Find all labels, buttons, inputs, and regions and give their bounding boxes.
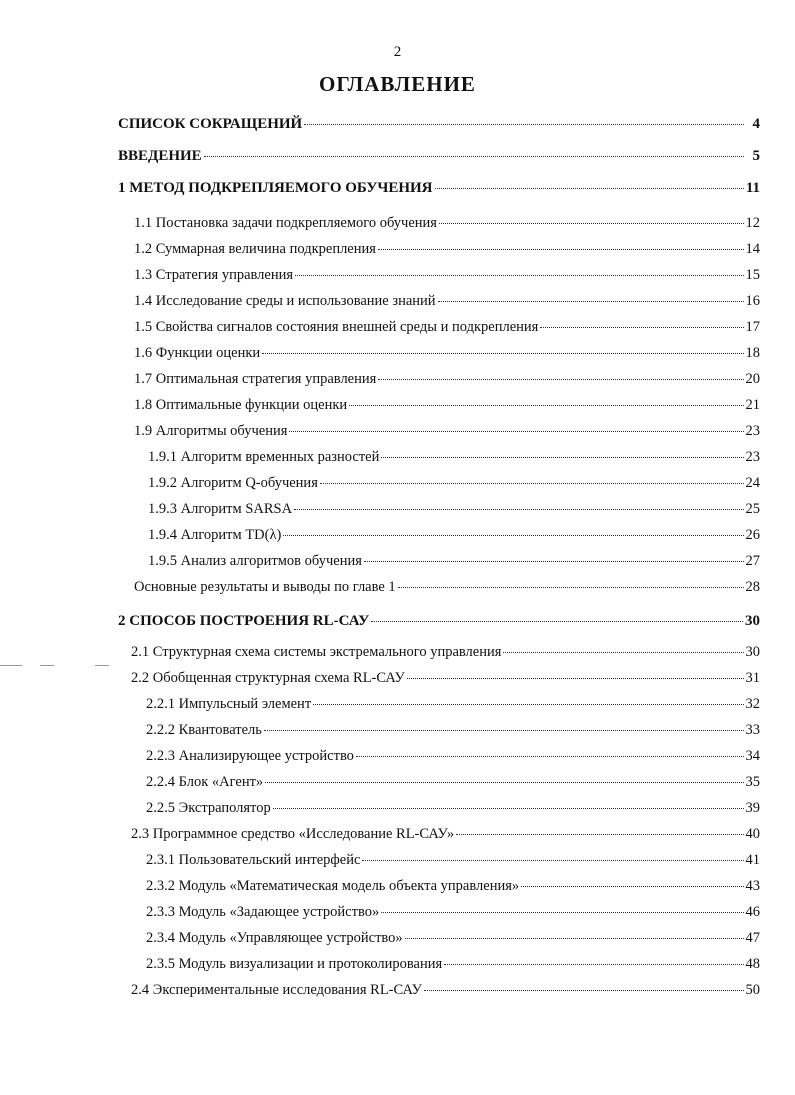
toc-entry-label: 2.2.2 Квантователь	[146, 722, 262, 738]
toc-entry-page: 17	[745, 319, 760, 335]
toc-leader-dots	[204, 144, 744, 157]
toc-leader-dots	[283, 523, 743, 536]
toc-entry-page: 48	[745, 956, 760, 972]
toc-entry-label: 1.9.5 Анализ алгоритмов обучения	[148, 553, 362, 569]
toc-entry-label: 1.2 Суммарная величина подкрепления	[134, 241, 376, 257]
toc-entry-label: СПИСОК СОКРАЩЕНИЙ	[118, 116, 303, 132]
toc-entry-page: 30	[745, 613, 760, 629]
toc-entry-label: 2.3.1 Пользовательский интерфейс	[146, 852, 361, 868]
toc-leader-dots	[407, 666, 744, 679]
toc-leader-dots	[503, 640, 743, 653]
toc-entry-label: 1 МЕТОД ПОДКРЕПЛЯЕМОГО ОБУЧЕНИЯ	[118, 180, 433, 196]
toc-entry-label: 2.2.5 Экстраполятор	[146, 800, 271, 816]
toc-entry	[134, 291, 760, 311]
toc-entry	[148, 447, 760, 467]
toc-entry-label: 2.3.5 Модуль визуализации и протоколирования	[146, 956, 443, 972]
scan-artifact-left	[0, 665, 22, 666]
toc-entry-label: 2.3.3 Модуль «Задающее устройство»	[146, 904, 380, 920]
toc-entry-page: 27	[745, 553, 760, 569]
toc-entry-page: 41	[745, 852, 760, 868]
toc-entry-page: 5	[752, 148, 760, 164]
toc-entry-page: 31	[745, 670, 760, 686]
toc-entry	[146, 694, 760, 714]
toc-entry-page: 50	[745, 982, 760, 998]
toc-entry-label: 2.2.3 Анализирующее устройство	[146, 748, 354, 764]
toc-leader-dots	[438, 289, 744, 302]
toc-entry-page: 32	[745, 696, 760, 712]
toc-entry-label: 2 СПОСОБ ПОСТРОЕНИЯ RL-САУ	[118, 613, 370, 629]
toc-entry	[146, 798, 760, 818]
toc-entry-label: 2.3.2 Модуль «Математическая модель объекта управления»	[146, 878, 520, 894]
toc-entry-page: 46	[745, 904, 760, 920]
toc-entry-label: 1.9.3 Алгоритм SARSA	[148, 501, 293, 517]
toc-leader-dots	[294, 497, 743, 510]
toc-entry-label: 2.3.4 Модуль «Управляющее устройство»	[146, 930, 403, 946]
toc-entry-page: 4	[752, 116, 760, 132]
toc-entry-page: 12	[745, 215, 760, 231]
toc-entry	[134, 239, 760, 259]
toc-leader-dots	[304, 112, 744, 125]
toc-entry-label: ВВЕДЕНИЕ	[118, 148, 202, 164]
toc-leader-dots	[378, 237, 744, 250]
toc-leader-dots	[381, 900, 743, 913]
toc-entry	[131, 980, 760, 1000]
toc-entry-page: 18	[745, 345, 760, 361]
toc-entry	[131, 668, 760, 688]
toc-entry-page: 23	[745, 423, 760, 439]
toc-leader-dots	[364, 549, 744, 562]
toc-leader-dots	[295, 263, 743, 276]
toc-entry-page: 35	[745, 774, 760, 790]
toc-entry	[118, 114, 760, 134]
toc-entry-label: 2.2.4 Блок «Агент»	[146, 774, 264, 790]
toc-leader-dots	[521, 874, 743, 887]
toc-leader-dots	[439, 211, 744, 224]
toc-entry	[146, 876, 760, 896]
toc-entry-page: 24	[745, 475, 760, 491]
toc-entry	[146, 928, 760, 948]
toc-entry-label: 1.6 Функции оценки	[134, 345, 261, 361]
toc-entry	[118, 178, 760, 198]
toc-entry-label: 2.4 Экспериментальные исследования RL-САУ	[131, 982, 422, 998]
toc-entry-page: 34	[745, 748, 760, 764]
toc-leader-dots	[405, 926, 744, 939]
toc-entry-page: 33	[745, 722, 760, 738]
toc-entry	[134, 577, 760, 597]
toc-entry-label: 1.7 Оптимальная стратегия управления	[134, 371, 377, 387]
toc-leader-dots	[424, 978, 744, 991]
toc-entry	[148, 499, 760, 519]
toc-entry-label: 2.2 Обобщенная структурная схема RL-САУ	[131, 670, 405, 686]
toc-entry-page: 39	[745, 800, 760, 816]
toc-entry	[134, 213, 760, 233]
toc-leader-dots	[381, 445, 743, 458]
toc-entry-page: 15	[745, 267, 760, 283]
toc-entry-page: 16	[745, 293, 760, 309]
toc-entry-page: 43	[745, 878, 760, 894]
toc-entry	[118, 146, 760, 166]
toc-leader-dots	[313, 692, 743, 705]
toc-leader-dots	[289, 419, 743, 432]
toc-leader-dots	[265, 770, 743, 783]
toc-entry-label: 2.1 Структурная схема системы экстремального управления	[131, 644, 502, 660]
toc-entry-page: 30	[745, 644, 760, 660]
page-title: ОГЛАВЛЕНИЕ	[319, 72, 476, 96]
toc-leader-dots	[356, 744, 744, 757]
toc-entry-label: 2.2.1 Импульсный элемент	[146, 696, 312, 712]
toc-entry-page: 20	[745, 371, 760, 387]
toc-entry	[146, 772, 760, 792]
toc-entry-label: 1.9.1 Алгоритм временных разностей	[148, 449, 380, 465]
toc-entry-label: 1.9 Алгоритмы обучения	[134, 423, 288, 439]
page-number: 2	[393, 44, 402, 60]
toc-entry-page: 11	[745, 180, 760, 196]
toc-entry	[146, 954, 760, 974]
toc-leader-dots	[273, 796, 744, 809]
toc-leader-dots	[362, 848, 743, 861]
toc-entry-page: 47	[745, 930, 760, 946]
toc-entry-label: 1.9.2 Алгоритм Q-обучения	[148, 475, 318, 491]
toc-entry	[131, 824, 760, 844]
toc-entry-label: 1.5 Свойства сигналов состояния внешней среды и подкрепления	[134, 319, 539, 335]
toc-leader-dots	[320, 471, 744, 484]
toc-entry-label: 1.9.4 Алгоритм TD(λ)	[148, 527, 282, 543]
toc-entry	[134, 395, 760, 415]
toc-leader-dots	[264, 718, 744, 731]
toc-entry-page: 25	[745, 501, 760, 517]
toc-entry-page: 14	[745, 241, 760, 257]
toc-entry	[134, 421, 760, 441]
toc-entry	[134, 265, 760, 285]
toc-entry-page: 40	[745, 826, 760, 842]
toc-entry	[148, 551, 760, 571]
toc-entry	[134, 369, 760, 389]
toc-leader-dots	[444, 952, 743, 965]
toc-entry	[134, 317, 760, 337]
toc-leader-dots	[378, 367, 743, 380]
toc-entry-page: 26	[745, 527, 760, 543]
toc-entry	[148, 473, 760, 493]
toc-entry-label: 1.1 Постановка задачи подкрепляемого обучения	[134, 215, 437, 231]
toc-leader-dots	[371, 609, 743, 622]
toc-entry	[146, 746, 760, 766]
toc-entry	[131, 642, 760, 662]
toc-entry	[134, 343, 760, 363]
toc-entry-page: 28	[745, 579, 760, 595]
toc-entry	[146, 850, 760, 870]
toc-leader-dots	[262, 341, 743, 354]
toc-entry	[118, 611, 760, 631]
toc-entry-page: 23	[745, 449, 760, 465]
toc-entry-page: 21	[745, 397, 760, 413]
toc-leader-dots	[456, 822, 743, 835]
toc-entry-label: 1.4 Исследование среды и использование знаний	[134, 293, 436, 309]
toc-leader-dots	[398, 575, 744, 588]
scan-artifact-right	[95, 665, 109, 666]
toc-entry-label: 1.3 Стратегия управления	[134, 267, 294, 283]
scan-artifact-mid	[40, 665, 54, 666]
toc-entry-label: Основные результаты и выводы по главе 1	[134, 579, 396, 595]
toc-entry	[148, 525, 760, 545]
toc-entry-label: 2.3 Программное средство «Исследование RL-САУ»	[131, 826, 455, 842]
toc-entry	[146, 902, 760, 922]
toc-leader-dots	[540, 315, 743, 328]
toc-entry-label: 1.8 Оптимальные функции оценки	[134, 397, 348, 413]
toc-leader-dots	[349, 393, 743, 406]
toc-entry	[146, 720, 760, 740]
toc-leader-dots	[435, 176, 744, 189]
